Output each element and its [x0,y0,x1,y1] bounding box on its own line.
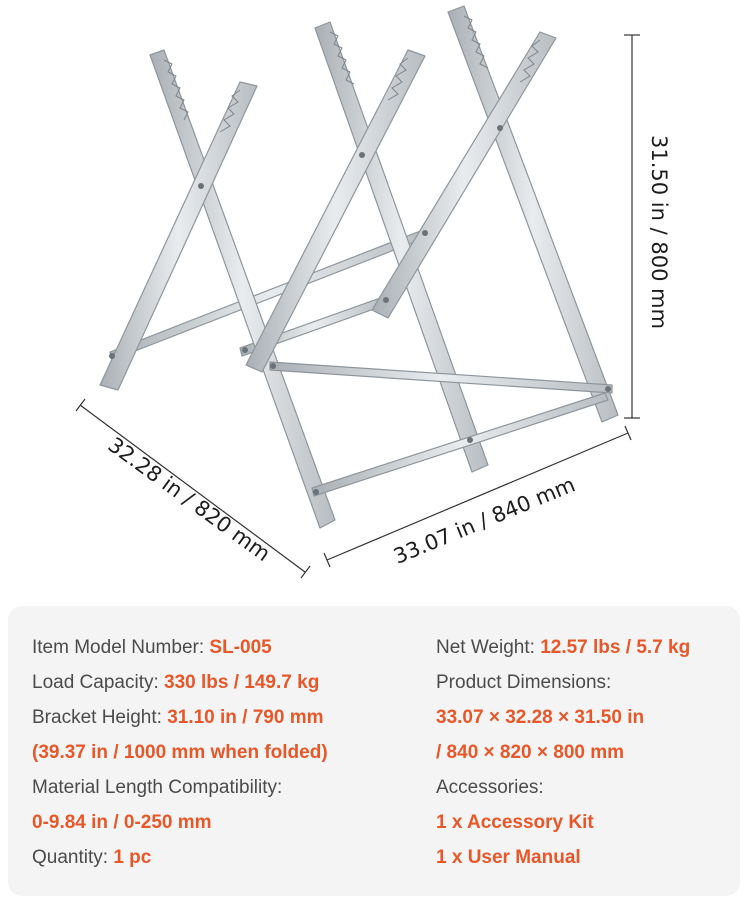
load-capacity-row [32,671,319,695]
bracket-height-value: 31.10 in / 790 mm [167,707,324,728]
net-weight-value: 12.57 lbs / 5.7 kg [540,637,691,658]
width-dimension-label: 33.07 in / 840 mm [390,472,579,569]
material-length-value-row [32,811,212,835]
specifications-panel [8,606,740,896]
material-length-row [32,776,282,800]
quantity-row [32,846,151,870]
product-dimensions-inches: 33.07 × 32.28 × 31.50 in [436,707,645,728]
bracket-height-folded-row [32,741,328,765]
middle-front-leg [246,50,425,372]
product-dimensions-mm-row [436,741,624,765]
load-capacity-label: Load Capacity: [32,672,159,693]
material-length-label: Material Length Compatibility: [32,777,283,798]
net-weight-row [436,636,690,660]
quantity-label: Quantity: [32,847,109,868]
accessories-row [436,776,544,800]
model-number-label: Item Model Number: [32,637,205,658]
bracket-height-row [32,706,324,730]
product-dimensions-mm: / 840 × 820 × 800 mm [436,742,625,763]
height-dimension-line [624,35,640,418]
product-dimensions-row [436,671,611,695]
load-capacity-value: 330 lbs / 149.7 kg [164,672,320,693]
depth-dimension-label: 32.28 in / 820 mm [103,432,275,567]
bracket-height-label: Bracket Height: [32,707,162,728]
height-dimension-label: 31.50 in / 800 mm [647,134,671,330]
accessories-label: Accessories: [436,777,544,798]
accessory-kit-row [436,811,594,835]
net-weight-label: Net Weight: [436,637,535,658]
user-manual-row [436,846,581,870]
material-length-value: 0-9.84 in / 0-250 mm [32,812,212,833]
product-dimensions-inches-row [436,706,644,730]
quantity-value: 1 pc [113,847,152,868]
accessory-kit-item: 1 x Accessory Kit [436,812,594,833]
model-number-row [32,636,272,660]
product-dimensions-label: Product Dimensions: [436,672,612,693]
left-rear-leg [150,50,335,528]
user-manual-item: 1 x User Manual [436,847,581,868]
bracket-height-folded-note: (39.37 in / 1000 mm when folded) [32,742,328,763]
sawhorse-frame [100,6,618,528]
model-number-value: SL-005 [209,637,272,658]
